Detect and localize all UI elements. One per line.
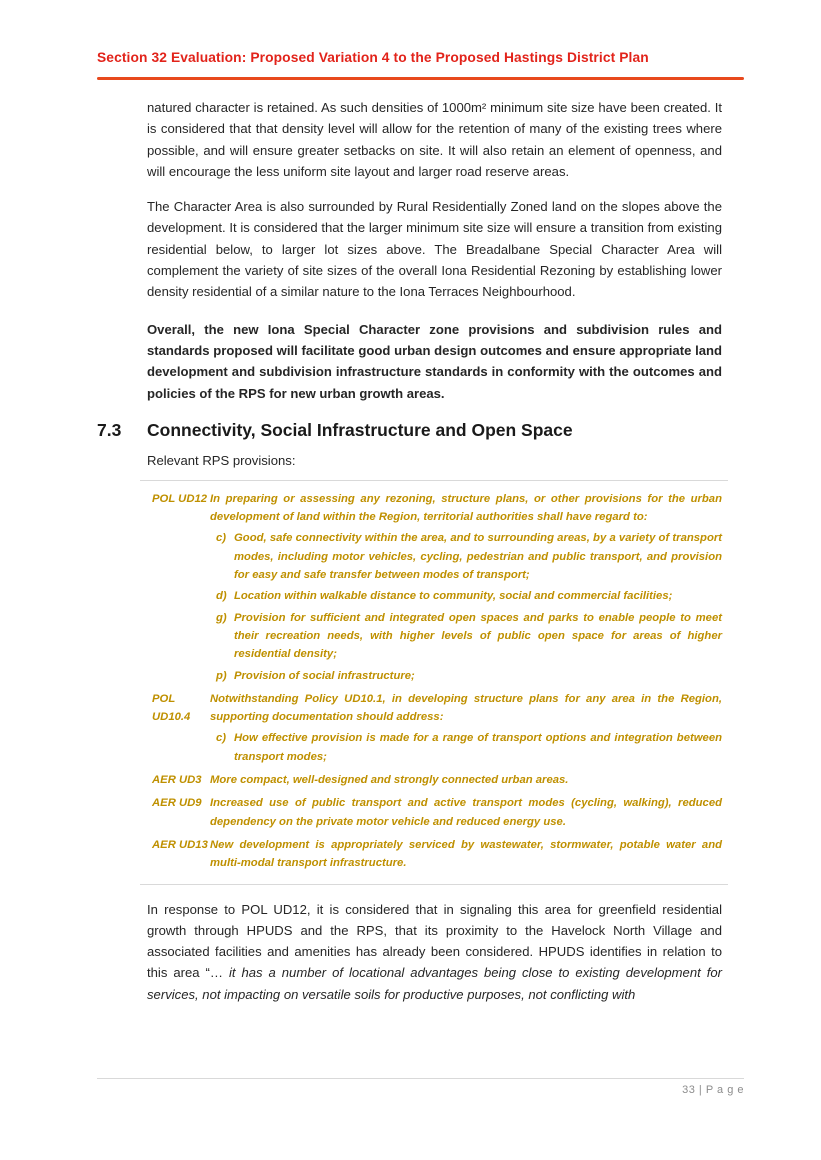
closing-italic-quote: it has a number of locational advantages being close to existing development for services, not impacting on versatile soils for productive purposes, not conflicting with [147, 965, 722, 1002]
rps-ref: AER UD3 [152, 774, 202, 787]
header-divider [97, 77, 744, 80]
table-row [140, 690, 728, 766]
rps-subitem [210, 587, 722, 605]
rps-subitem-letter: p) [216, 669, 227, 682]
rps-subitem [210, 529, 722, 584]
rps-subitem [210, 667, 722, 685]
rps-text: New development is appropriately serviced by wastewater, stormwater, potable water and multi-modal transport infrastructure. [210, 838, 722, 870]
rps-subitem-text: How effective provision is made for a range of transport options and integration between transport modes; [234, 732, 722, 763]
rps-ref: AER UD9 [152, 797, 202, 810]
table-row [140, 771, 728, 789]
document-header-title: Section 32 Evaluation: Proposed Variation 4 to the Proposed Hastings District Plan [97, 50, 649, 65]
rps-subitem-text: Provision for sufficient and integrated open spaces and parks to enable people to meet their recreation needs, with higher levels of public open space for areas of higher residential density; [234, 611, 722, 661]
rps-subitem-text: Provision of social infrastructure; [234, 669, 415, 682]
paragraph-1: natured character is retained. As such densities of 1000m² minimum site size have been created. It is considered that that density level will allow for the retention of many of the existing trees where possible, and will ensure greater setbacks on site. It will also retain an element of openness, and will encourage the less uniform site layout and larger road reserve areas. [147, 100, 722, 179]
rps-subitem-text: Location within walkable distance to community, social and commercial facilities; [234, 590, 673, 603]
rps-subitem-letter: g) [216, 611, 227, 624]
section-number: 7.3 [97, 419, 122, 440]
section-title: Connectivity, Social Infrastructure and Open Space [147, 419, 573, 440]
paragraph-3-bold: Overall, the new Iona Special Character zone provisions and subdivision rules and standards proposed will facilitate good urban design outcomes and ensure appropriate land development and subdivision infrastructure standards in conformity with the outcomes and policies of the RPS for new urban growth areas. [147, 321, 722, 401]
page-number: 33 | P a g e [682, 1084, 744, 1096]
section-intro: Relevant RPS provisions: [147, 452, 296, 468]
rps-ref: AER UD13 [152, 838, 208, 851]
rps-subitem-text: Good, safe connectivity within the area, and to surrounding areas, by a variety of transport modes, including motor vehicles, cycling, pedestrian and public transport, and provision for easy and safe transfer between modes of transport; [234, 532, 722, 582]
rps-text: Increased use of public transport and active transport modes (cycling, walking), reduced dependency on the private motor vehicle and reduced energy use. [210, 797, 722, 828]
closing-paragraph [147, 899, 722, 1005]
rps-subitem [210, 729, 722, 766]
table-row [140, 794, 728, 831]
rps-provisions-table [140, 480, 728, 885]
rps-ref: POL UD12 [152, 492, 208, 505]
rps-text: More compact, well-designed and strongly connected urban areas. [210, 774, 569, 787]
rps-subitem-letter: d) [216, 590, 227, 603]
paragraph-2: The Character Area is also surrounded by Rural Residentially Zoned land on the slopes above the development. It is considered that the larger minimum site size will ensure a transition from existing residential below, to larger lot sizes above. The Breadalbane Special Character Area will complement the variety of site sizes of the overall Iona Residential Rezoning by establishing lower density residential of a similar nature to the Iona Terraces Neighbourhood. [147, 199, 722, 300]
rps-text: Notwithstanding Policy UD10.1, in developing structure plans for any area in the Region, supporting documentation should address: [210, 692, 722, 724]
rps-subitem-letter: c) [216, 732, 227, 745]
page-footer [97, 1078, 744, 1096]
closing-regular-text: In response to POL UD12, it is considered that in signaling this area for greenfield residential growth through HPUDS and the RPS, that its proximity to the Havelock North Village and associated facilities and amenities has already been considered. HPUDS identifies in relation to this area “… [147, 901, 722, 981]
table-row [140, 836, 728, 873]
rps-ref: POL UD10.4 [152, 692, 191, 724]
section-heading [97, 419, 743, 441]
rps-text: In preparing or assessing any rezoning, structure plans, or other provisions for the urban development of land within the Region, territorial authorities shall have regard to: [210, 492, 722, 524]
table-row [140, 490, 728, 685]
rps-subitem [210, 609, 722, 664]
rps-subitem-letter: c) [216, 532, 227, 545]
